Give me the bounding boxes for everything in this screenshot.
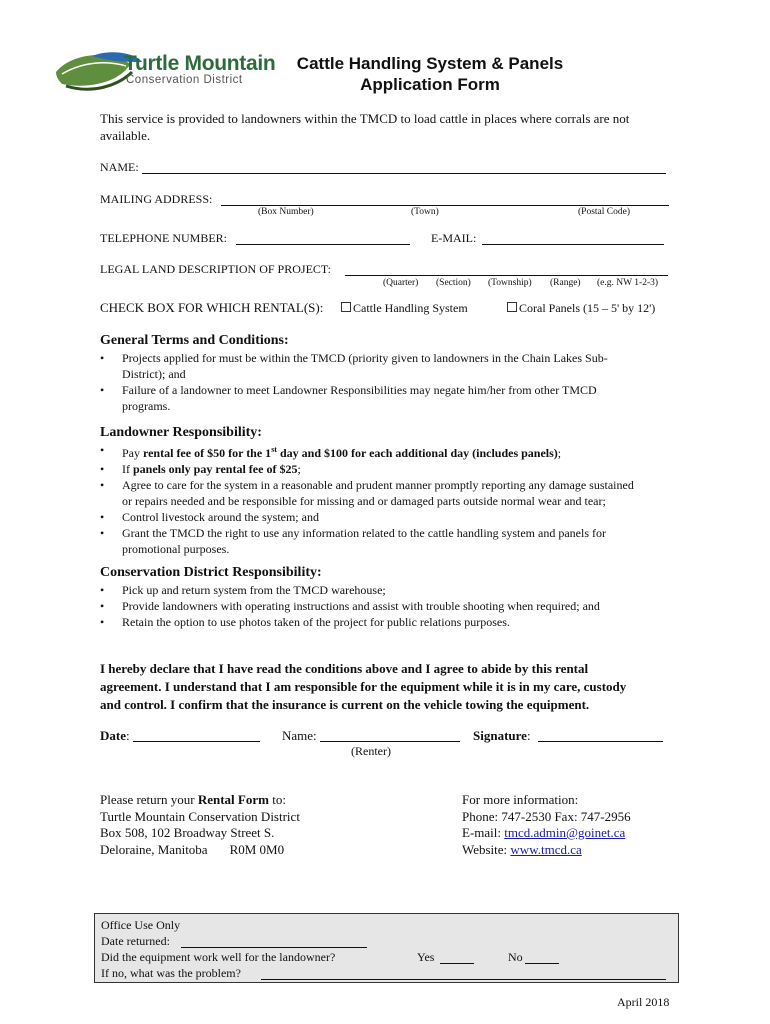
legal-land-label: LEGAL LAND DESCRIPTION OF PROJECT: <box>100 262 331 276</box>
problem-label: If no, what was the problem? <box>101 966 241 980</box>
address-label: MAILING ADDRESS: <box>100 192 213 206</box>
declaration-line-2: agreement. I understand that I am responsible for the equipment while it is in my care, custody <box>100 679 627 694</box>
signature-label: Signature <box>473 728 527 743</box>
date-signoff: Date: <box>100 728 130 743</box>
form-title: Cattle Handling System & Panels <box>296 54 564 73</box>
intro-line-1: This service is provided to landowners within the TMCD to load cattle in places where corrals are not <box>100 111 630 126</box>
rental-option-panels-label: Coral Panels (15 – 5' by 12') <box>519 301 656 315</box>
quarter-caption: (Quarter) <box>383 278 419 288</box>
district-heading: Conservation District Responsibility: <box>100 565 322 580</box>
general-terms-heading: General Terms and Conditions: <box>100 333 289 348</box>
example-caption: (e.g. NW 1-2-3) <box>597 278 659 288</box>
list-item: • Pick up and return system from the TMCD warehouse; <box>98 582 678 598</box>
township-caption: (Township) <box>488 278 532 288</box>
declaration <box>100 660 672 714</box>
list-item: • Failure of a landowner to meet Landowner Responsibilities may negate him/her from other TMCD programs. <box>98 382 678 414</box>
date-label: Date <box>100 728 126 743</box>
logo-name: Turtle Mountain <box>124 52 276 75</box>
name-label: NAME: <box>100 160 139 174</box>
email-field[interactable] <box>482 231 664 245</box>
list-item: • Projects applied for must be within the TMCD (priority given to landowners in the Chain Lakes Sub- District); and <box>98 350 678 382</box>
no-field[interactable] <box>525 950 559 964</box>
list-item: • Retain the option to use photos taken of the project for public relations purposes. <box>98 614 678 630</box>
name-field[interactable] <box>142 160 666 174</box>
signature-field[interactable] <box>538 728 663 742</box>
office-heading: Office Use Only <box>101 918 181 932</box>
form-date: April 2018 <box>617 995 670 1009</box>
equipment-question: Did the equipment work well for the landowner? <box>101 950 336 964</box>
date-field[interactable] <box>133 728 260 742</box>
rental-option-cattle-label: Cattle Handling System <box>353 301 468 315</box>
date-returned-label: Date returned: <box>101 934 170 948</box>
range-caption: (Range) <box>550 278 581 288</box>
logo-subtitle: Conservation District <box>126 74 243 86</box>
landowner-heading: Landowner Responsibility: <box>100 425 262 440</box>
date-returned-field[interactable] <box>181 934 367 948</box>
cattle-checkbox[interactable] <box>341 302 351 312</box>
website-link[interactable]: www.tmcd.ca <box>510 841 582 857</box>
district-list <box>98 582 678 630</box>
rental-option-panels[interactable] <box>507 301 655 316</box>
telephone-field[interactable] <box>236 231 410 245</box>
list-item: • Grant the TMCD the right to use any information related to the cattle handling system and panels for promotional purposes. <box>98 525 678 557</box>
declaration-line-1: I hereby declare that I have read the conditions above and I agree to abide by this rental <box>100 661 589 676</box>
list-item: • Agree to care for the system in a reasonable and prudent manner promptly reporting any damage sustained or repairs needed and be responsible for missing and or damaged parts outside normal wear and tear; <box>98 477 678 509</box>
telephone-label: TELEPHONE NUMBER: <box>100 231 227 245</box>
general-terms-list <box>98 350 678 414</box>
problem-field[interactable] <box>261 966 666 980</box>
town-caption: (Town) <box>411 207 439 217</box>
landowner-list <box>98 442 678 557</box>
rental-label: CHECK BOX FOR WHICH RENTAL(S): <box>100 300 324 315</box>
address-field[interactable] <box>221 192 669 206</box>
rental-option-cattle[interactable] <box>341 301 468 316</box>
email-link[interactable]: tmcd.admin@goinet.ca <box>504 825 626 840</box>
email-label: E-MAIL: <box>431 231 477 245</box>
list-item: • If panels only pay rental fee of $25; <box>98 461 678 477</box>
box-number-caption: (Box Number) <box>258 207 314 217</box>
section-caption: (Section) <box>436 278 471 288</box>
yes-field[interactable] <box>440 950 474 964</box>
renter-caption: (Renter) <box>351 744 391 758</box>
intro-line-2: available. <box>100 128 151 143</box>
declaration-line-3: and control. I confirm that the insurance is current on the vehicle towing the equipment. <box>100 697 590 712</box>
postal-code-caption: (Postal Code) <box>578 207 630 217</box>
form-subtitle: Application Form <box>360 75 500 94</box>
list-item: • Pay rental fee of $50 for the 1st day and $100 for each additional day (includes panels); <box>98 442 678 461</box>
renter-name-label: Name: <box>282 728 317 743</box>
office-use-box <box>94 913 679 983</box>
yes-label: Yes <box>417 950 435 964</box>
legal-land-field[interactable] <box>345 262 668 276</box>
list-item: • Provide landowners with operating instructions and assist with trouble shooting when required; and <box>98 598 678 614</box>
list-item: • Control livestock around the system; and <box>98 509 678 525</box>
contact-info: For more information: Phone: 747-2530 Fax: 747-2956 E-mail: tmcd.admin@goinet.ca Website: www.tmcd.ca <box>462 792 631 857</box>
panels-checkbox[interactable] <box>507 302 517 312</box>
signature-signoff: Signature: <box>473 728 531 743</box>
no-label: No <box>508 950 523 964</box>
return-address: Please return your Rental Form to: Turtle Mountain Conservation District Box 508, 102 Broadway Street S. Deloraine, Manitoba R0M 0M0 <box>100 792 300 857</box>
renter-name-field[interactable] <box>320 728 460 742</box>
